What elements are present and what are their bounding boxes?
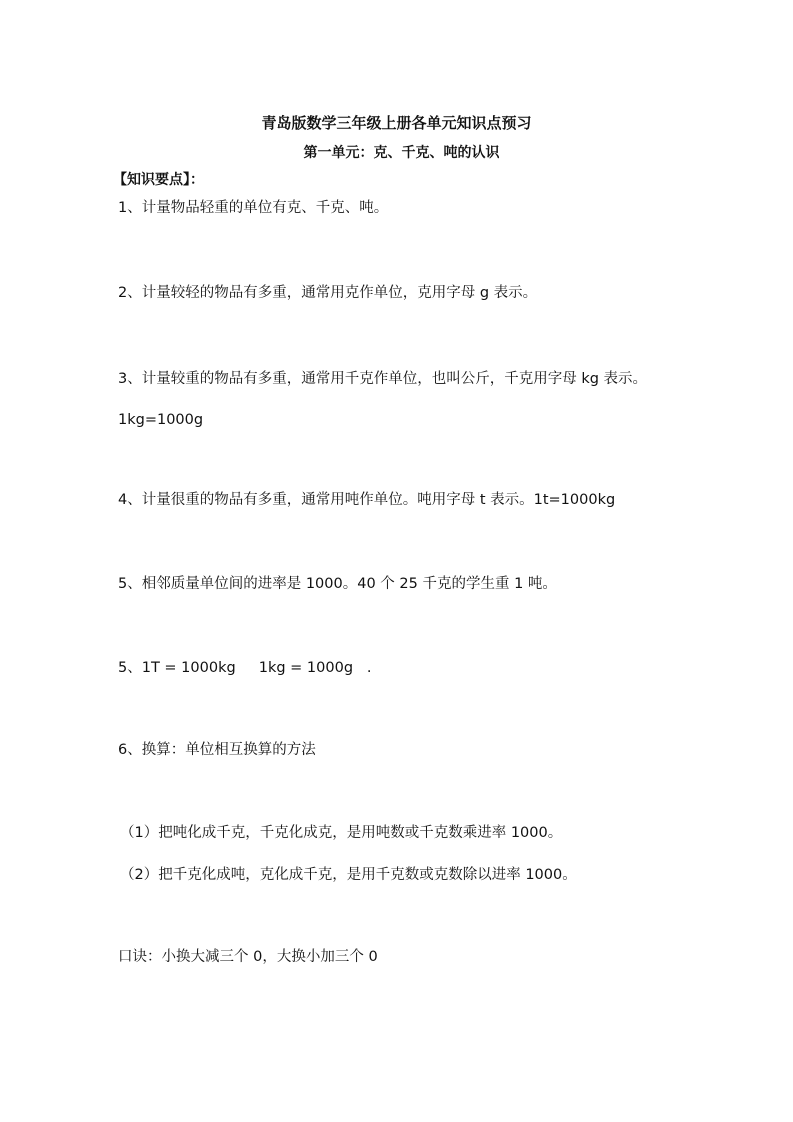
- section-label-key-points: 【知识要点】：: [113, 172, 204, 188]
- unit-subtitle: 第一单元：克、千克、吨的认识: [303, 145, 500, 161]
- conversion-rule-1: （1）把吨化成千克，千克化成克，是用吨数或千克数乘进率 1000。: [120, 825, 563, 841]
- mnemonic: 口诀：小换大减三个 0，大换小加三个 0: [118, 949, 378, 965]
- point-4: 4、计量很重的物品有多重，通常用吨作单位。吨用字母 t 表示。1t=1000kg: [118, 492, 616, 508]
- point-1: 1、计量物品轻重的单位有克、千克、吨。: [118, 200, 389, 216]
- point-2: 2、计量较轻的物品有多重，通常用克作单位，克用字母 g 表示。: [118, 285, 538, 301]
- point-5-formulas: 5、1T = 1000kg 1kg = 1000g .: [118, 660, 372, 676]
- point-5: 5、相邻质量单位间的进率是 1000。40 个 25 千克的学生重 1 吨。: [118, 576, 557, 592]
- point-3: 3、计量较重的物品有多重，通常用千克作单位，也叫公斤，千克用字母 kg 表示。: [118, 371, 648, 387]
- formula-kg-g: 1kg=1000g: [118, 412, 204, 428]
- document-title: 青岛版数学三年级上册各单元知识点预习: [261, 114, 532, 132]
- conversion-rule-2: （2）把千克化成吨，克化成千克，是用千克数或克数除以进率 1000。: [120, 867, 577, 883]
- point-6: 6、换算：单位相互换算的方法: [118, 742, 316, 758]
